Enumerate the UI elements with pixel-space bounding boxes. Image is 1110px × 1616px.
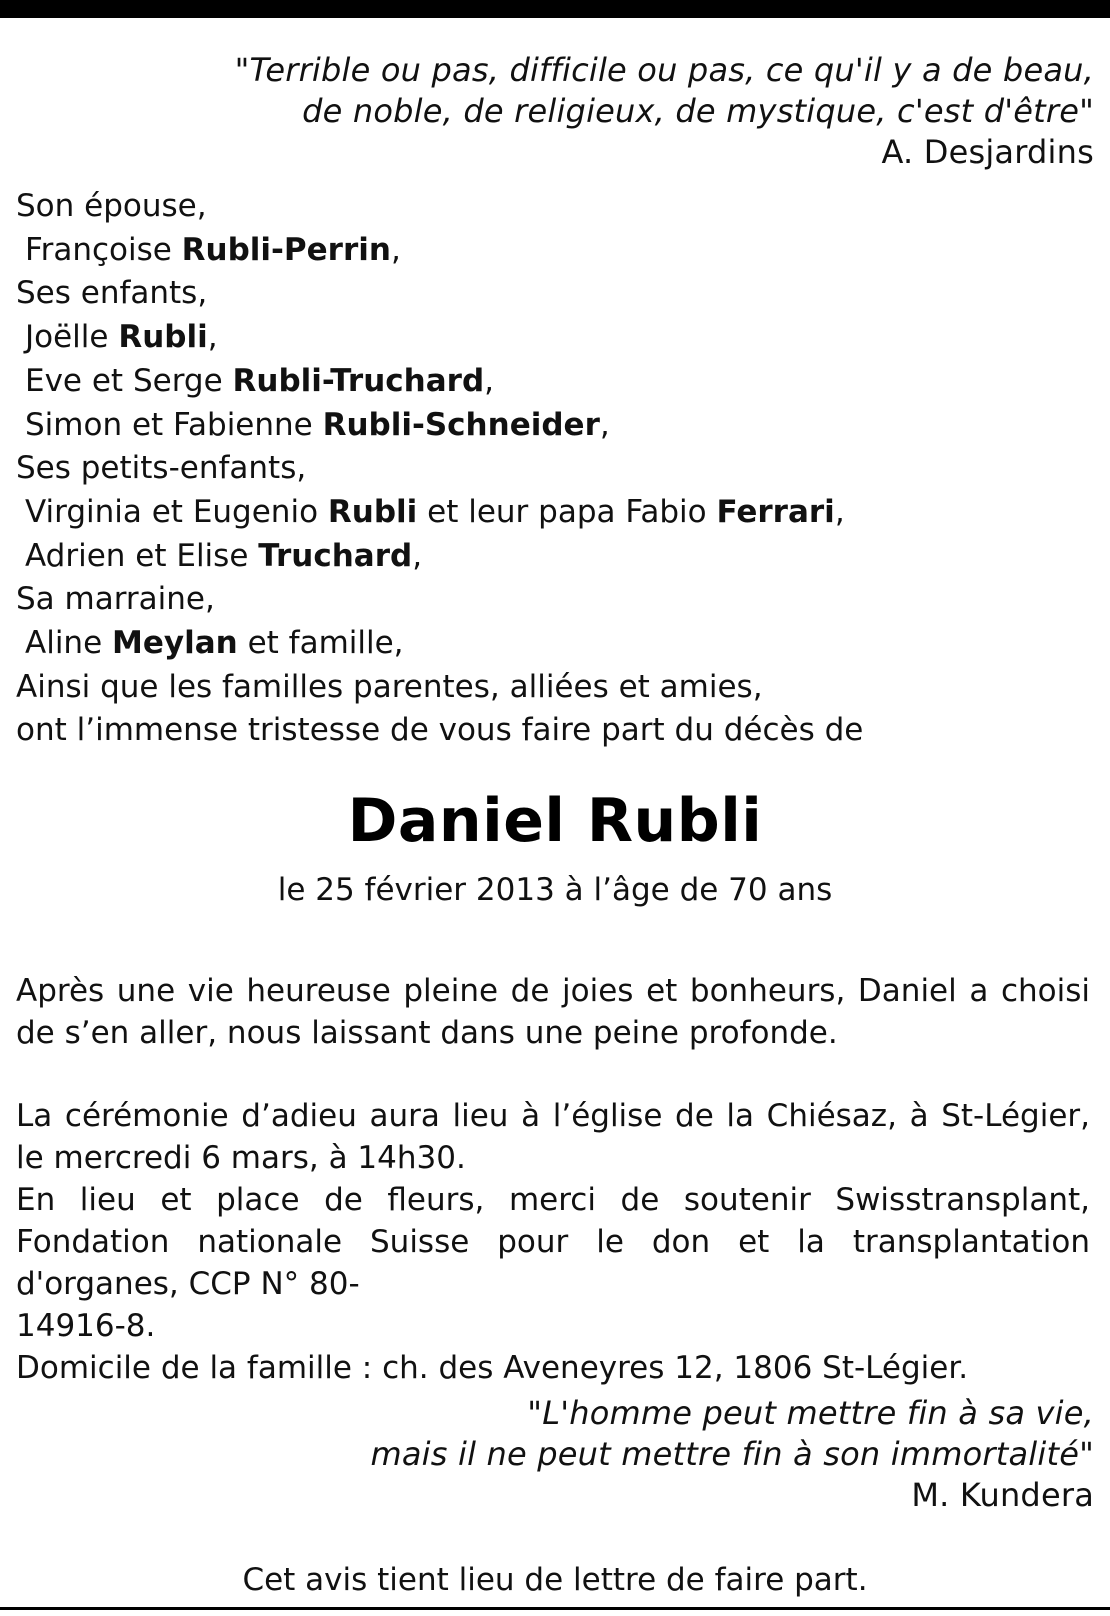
- child-surname: Rubli: [118, 319, 208, 356]
- grandchild-surname: Truchard: [258, 537, 413, 574]
- epigraph-quote: [235, 50, 1094, 173]
- grandchild-suffix: ,: [412, 537, 423, 574]
- grandchild-given-names: Adrien et Elise: [25, 537, 259, 574]
- grandchild-entry: [16, 491, 863, 535]
- child-given-names: Eve et Serge: [25, 362, 233, 399]
- deceased-date-line: le 25 février 2013 à l’âge de 70 ans: [277, 872, 833, 908]
- grandchildren-heading: Ses petits-enfants,: [16, 450, 307, 487]
- child-suffix: ,: [484, 362, 494, 399]
- grandchild-suffix: ,: [834, 493, 845, 530]
- children-heading: Ses enfants,: [16, 275, 208, 312]
- child-entry: [16, 316, 863, 360]
- grandchild-surname: Rubli: [327, 493, 418, 530]
- spouse-heading: Son épouse,: [16, 188, 207, 224]
- practical-info: [16, 1095, 1090, 1389]
- spouse-given-names: Françoise: [25, 231, 182, 268]
- closing-quote-line-1: "L'homme peut mettre fin à sa vie,: [527, 1394, 1094, 1432]
- epigraph-author: A. Desjardins: [881, 133, 1094, 171]
- donations-line-2: 14916-8.: [16, 1308, 156, 1344]
- godmother-heading: Sa marraine,: [16, 581, 215, 618]
- child-given-names: Joëlle: [25, 319, 119, 356]
- announcement-line: ont l’immense tristesse de vous faire part du décès de: [16, 712, 864, 749]
- grandchild-given-names: Virginia et Eugenio: [25, 493, 328, 530]
- godmother-suffix: et famille,: [237, 625, 404, 662]
- grandchild-entry: [16, 535, 863, 579]
- spouse-entry: [16, 229, 863, 273]
- relatives-line: Ainsi que les familles parentes, alliées et amies,: [16, 668, 763, 705]
- child-entry: [16, 404, 863, 448]
- grandchild-relation-text: et leur papa Fabio: [417, 493, 717, 530]
- closing-quote-author: M. Kundera: [911, 1476, 1094, 1514]
- epigraph-line-1: "Terrible ou pas, difficile ou pas, ce qu'il y a de beau,: [234, 51, 1094, 89]
- child-surname: Rubli-Truchard: [232, 362, 485, 399]
- spouse-surname: Rubli-Perrin: [181, 231, 391, 268]
- grandchild-father-surname: Ferrari: [716, 493, 835, 530]
- epigraph-line-2: de noble, de religieux, de mystique, c'est d'être": [302, 92, 1094, 130]
- tribute-paragraph: Après une vie heureuse pleine de joies et bonheurs, Daniel a choisi de s’en aller, nous laissant dans une peine profonde.: [16, 973, 1090, 1051]
- closing-note: Cet avis tient lieu de lettre de faire part.: [242, 1562, 868, 1598]
- child-suffix: ,: [207, 319, 218, 356]
- child-given-names: Simon et Fabienne: [25, 406, 323, 443]
- godmother-surname: Meylan: [112, 625, 238, 662]
- child-surname: Rubli-Schneider: [322, 406, 600, 443]
- donations-info: [16, 1179, 1090, 1347]
- top-border-rule: [0, 0, 1110, 18]
- godmother-entry: [16, 622, 863, 666]
- family-list: [16, 185, 863, 753]
- closing-quote-line-2: mais il ne peut mettre fin à son immortalité": [370, 1435, 1094, 1473]
- domicile-info: Domicile de la famille : ch. des Aveneyres 12, 1806 St-Légier.: [16, 1350, 969, 1386]
- ceremony-info: La cérémonie d’adieu aura lieu à l’église de la Chiésaz, à St-Légier, le mercredi 6 mars, à 14h30.: [16, 1098, 1090, 1176]
- spouse-suffix: ,: [390, 231, 401, 268]
- deceased-name: Daniel Rubli: [347, 786, 763, 856]
- bottom-border-rule: [0, 1607, 1110, 1610]
- closing-quote: [370, 1393, 1094, 1516]
- child-suffix: ,: [599, 406, 610, 443]
- godmother-given-name: Aline: [25, 625, 113, 662]
- donations-line-1: En lieu et place de fleurs, merci de soutenir Swisstransplant, Fondation nationale Suisse pour le don et la transplantation d'organes, CCP N° 80-: [16, 1182, 1090, 1302]
- child-entry: [16, 360, 863, 404]
